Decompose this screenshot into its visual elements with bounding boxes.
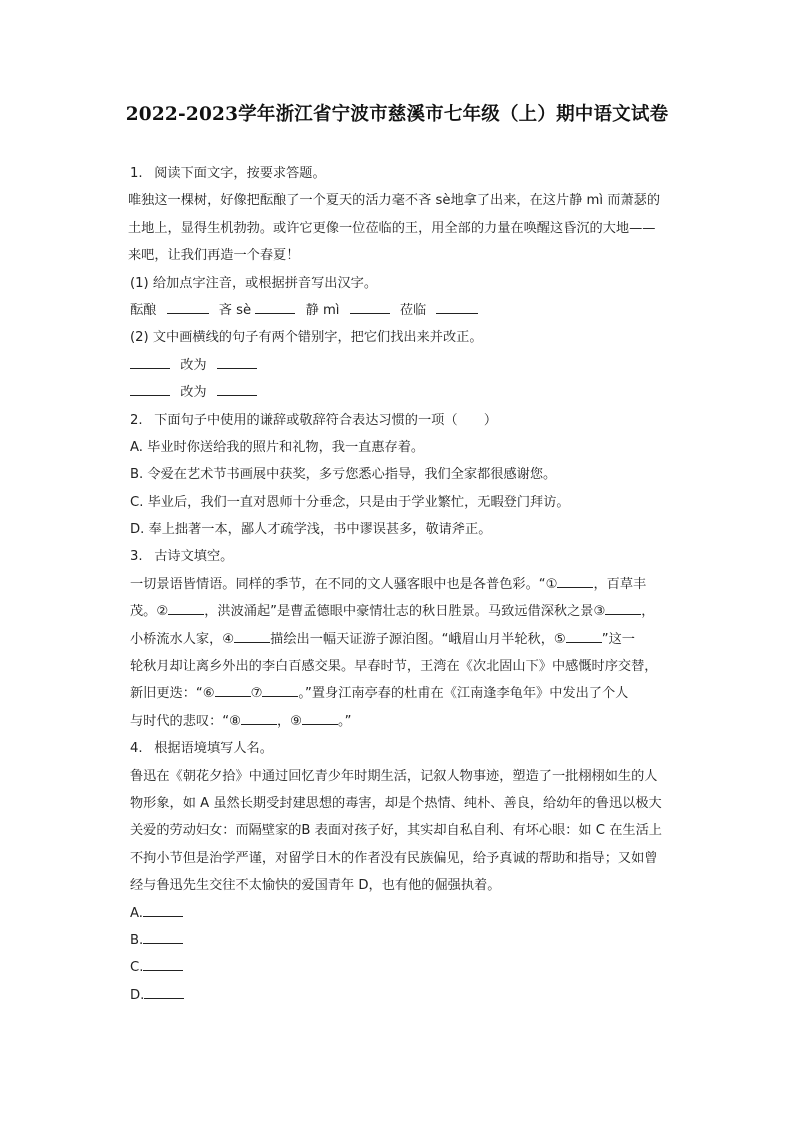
text-segment: ⑦ — [250, 686, 263, 702]
answer-blank[interactable] — [215, 680, 251, 697]
passage-line: 物形象，如 A 虽然长期受封建思想的毒害，却是个热情、纯朴、善良，给幼年的鲁迅以极大 — [130, 795, 662, 811]
text-segment: 小桥流水人家，④ — [130, 631, 235, 647]
answer-blank[interactable] — [436, 297, 478, 314]
answer-blank[interactable] — [605, 598, 641, 615]
answer-blank[interactable] — [255, 297, 295, 314]
change-label: 改为 — [180, 357, 207, 373]
poem-fill-line — [130, 708, 696, 735]
page-title: 2022-2023学年浙江省宁波市慈溪市七年级（上）期中语文试卷 — [125, 104, 669, 125]
answer-blank[interactable] — [241, 708, 277, 725]
question-2-stem — [130, 407, 696, 434]
poem-fill-line: 轮秋月却让离乡外出的李白百感交果。早春时节，王湾在《次北固山下》中感慨时序交替， — [130, 659, 658, 675]
option-c[interactable]: C. 毕业后，我们一直对恩师十分垂念，只是由于学业繁忙，无暇登门拜访。 — [130, 494, 570, 510]
question-1-stem — [130, 160, 696, 187]
poem-fill-line — [130, 571, 696, 598]
item-label: 莅临 — [399, 302, 427, 318]
answer-blank[interactable] — [217, 379, 257, 396]
question-3-stem — [130, 543, 696, 570]
pinyin-items — [130, 297, 696, 324]
item-label: 静 mì — [305, 302, 340, 318]
answer-label: A. — [130, 905, 143, 921]
question-text: 下面句子中使用的谦辞或敬辞符合表达习惯的一项（ ） — [154, 412, 498, 428]
answer-label: D. — [130, 987, 145, 1003]
text-segment: ，⑨ — [276, 713, 302, 729]
passage-line: 来吧，让我们再造一个春夏！ — [128, 248, 300, 264]
question-text: 阅读下面文字，按要求答题。 — [154, 166, 326, 181]
answer-blank[interactable] — [143, 927, 183, 944]
question-text: 根据语境填写人名。 — [154, 741, 273, 757]
answer-blank[interactable] — [168, 598, 204, 615]
answer-blank[interactable] — [566, 626, 602, 643]
answer-label: B. — [130, 932, 144, 948]
text-segment: ”这一 — [601, 631, 635, 647]
passage-line: 经与鲁迅先生交往不太愉快的爱国青年 D，也有他的倔强执着。 — [130, 878, 501, 894]
text-segment: 。”置身江南亭春的杜甫在《江南逢李龟年》中发出了个人 — [298, 686, 629, 702]
answer-line-d — [130, 982, 696, 1009]
passage-line: 土地上，显得生机勃勃。或许它更像一位莅临的王，用全部的力量在唤醒这昏沉的大地—— — [128, 220, 656, 236]
question-4-stem — [130, 735, 696, 762]
sub-question-1: (1) 给加点字注音，或根据拼音写出汉字。 — [130, 275, 378, 291]
question-text: 古诗文填空。 — [154, 549, 234, 565]
answer-label: C. — [130, 960, 144, 976]
answer-line-b — [130, 927, 696, 954]
answer-line-a — [130, 900, 696, 927]
text-segment: 与时代的悲叹：“⑧ — [130, 713, 241, 729]
answer-blank[interactable] — [143, 954, 183, 971]
item-label: 酝酿 — [130, 302, 157, 318]
text-segment: 茂。② — [130, 604, 169, 620]
question-number: 1. — [130, 166, 143, 181]
answer-blank[interactable] — [144, 982, 184, 999]
correction-row — [130, 352, 696, 379]
answer-blank[interactable] — [130, 352, 170, 369]
answer-blank[interactable] — [130, 379, 170, 396]
option-d[interactable]: D. 奉上拙著一本，鄙人才疏学浅，书中谬误甚多，敬请斧正。 — [130, 522, 492, 538]
item-label: 吝 sè — [218, 302, 252, 318]
answer-line-c — [130, 954, 696, 981]
passage-line: 关爱的劳动妇女：而隔壁家的B 表面对孩子好，其实却自私自利、有坏心眼：如 C 在生活上 — [130, 823, 662, 839]
answer-blank[interactable] — [262, 680, 298, 697]
text-segment: ，洪波涌起”是曹孟德眼中豪情壮志的秋日胜景。马致远借深秋之景③ — [204, 604, 606, 620]
text-segment: ，百草丰 — [593, 576, 647, 592]
option-a[interactable]: A. 毕业时你送给我的照片和礼物，我一直惠存着。 — [130, 439, 425, 455]
change-label: 改为 — [180, 385, 207, 401]
poem-fill-line — [130, 680, 696, 707]
passage-line: 唯独这一棵树，好像把酝酿了一个夏天的活力毫不吝 sè地拿了出来，在这片静 mì 而萧瑟的 — [128, 193, 661, 209]
question-number: 4. — [130, 741, 143, 757]
question-number: 2. — [130, 412, 143, 428]
passage-line: 鲁迅在《朝花夕拾》中通过回忆青少年时期生活，记叙人物事迹，塑造了一批栩栩如生的人 — [130, 768, 658, 784]
answer-blank[interactable] — [350, 297, 390, 314]
answer-blank[interactable] — [234, 626, 270, 643]
option-b[interactable]: B. 令爱在艺术节书画展中获奖，多亏您悉心指导，我们全家都很感谢您。 — [130, 467, 557, 483]
correction-row — [130, 379, 696, 406]
answer-blank[interactable] — [143, 900, 183, 917]
poem-fill-line — [130, 598, 696, 625]
text-segment: ， — [641, 604, 655, 620]
text-segment: 。” — [337, 713, 352, 729]
answer-blank[interactable] — [557, 571, 593, 588]
text-segment: 描绘出一幅天证游子源泊图。“峨眉山月半轮秋，⑤ — [270, 631, 566, 647]
answer-blank[interactable] — [167, 297, 209, 314]
passage-line: 不拘小节但是治学严谨，对留学日木的作者没有民族偏见，给予真诚的帮助和指导；又如曾 — [130, 850, 658, 866]
text-segment: 一切景语皆情语。同样的季节，在不同的文人骚客眼中也是各普色彩。“① — [130, 576, 558, 592]
sub-question-2: (2) 文中画横线的句子有两个错别字，把它们找出来并改正。 — [130, 330, 483, 346]
text-segment: 新旧更迭：“⑥ — [130, 686, 215, 702]
exam-content — [130, 160, 696, 1009]
answer-blank[interactable] — [302, 708, 338, 725]
question-number: 3. — [130, 549, 143, 565]
poem-fill-line — [130, 626, 696, 653]
answer-blank[interactable] — [217, 352, 257, 369]
